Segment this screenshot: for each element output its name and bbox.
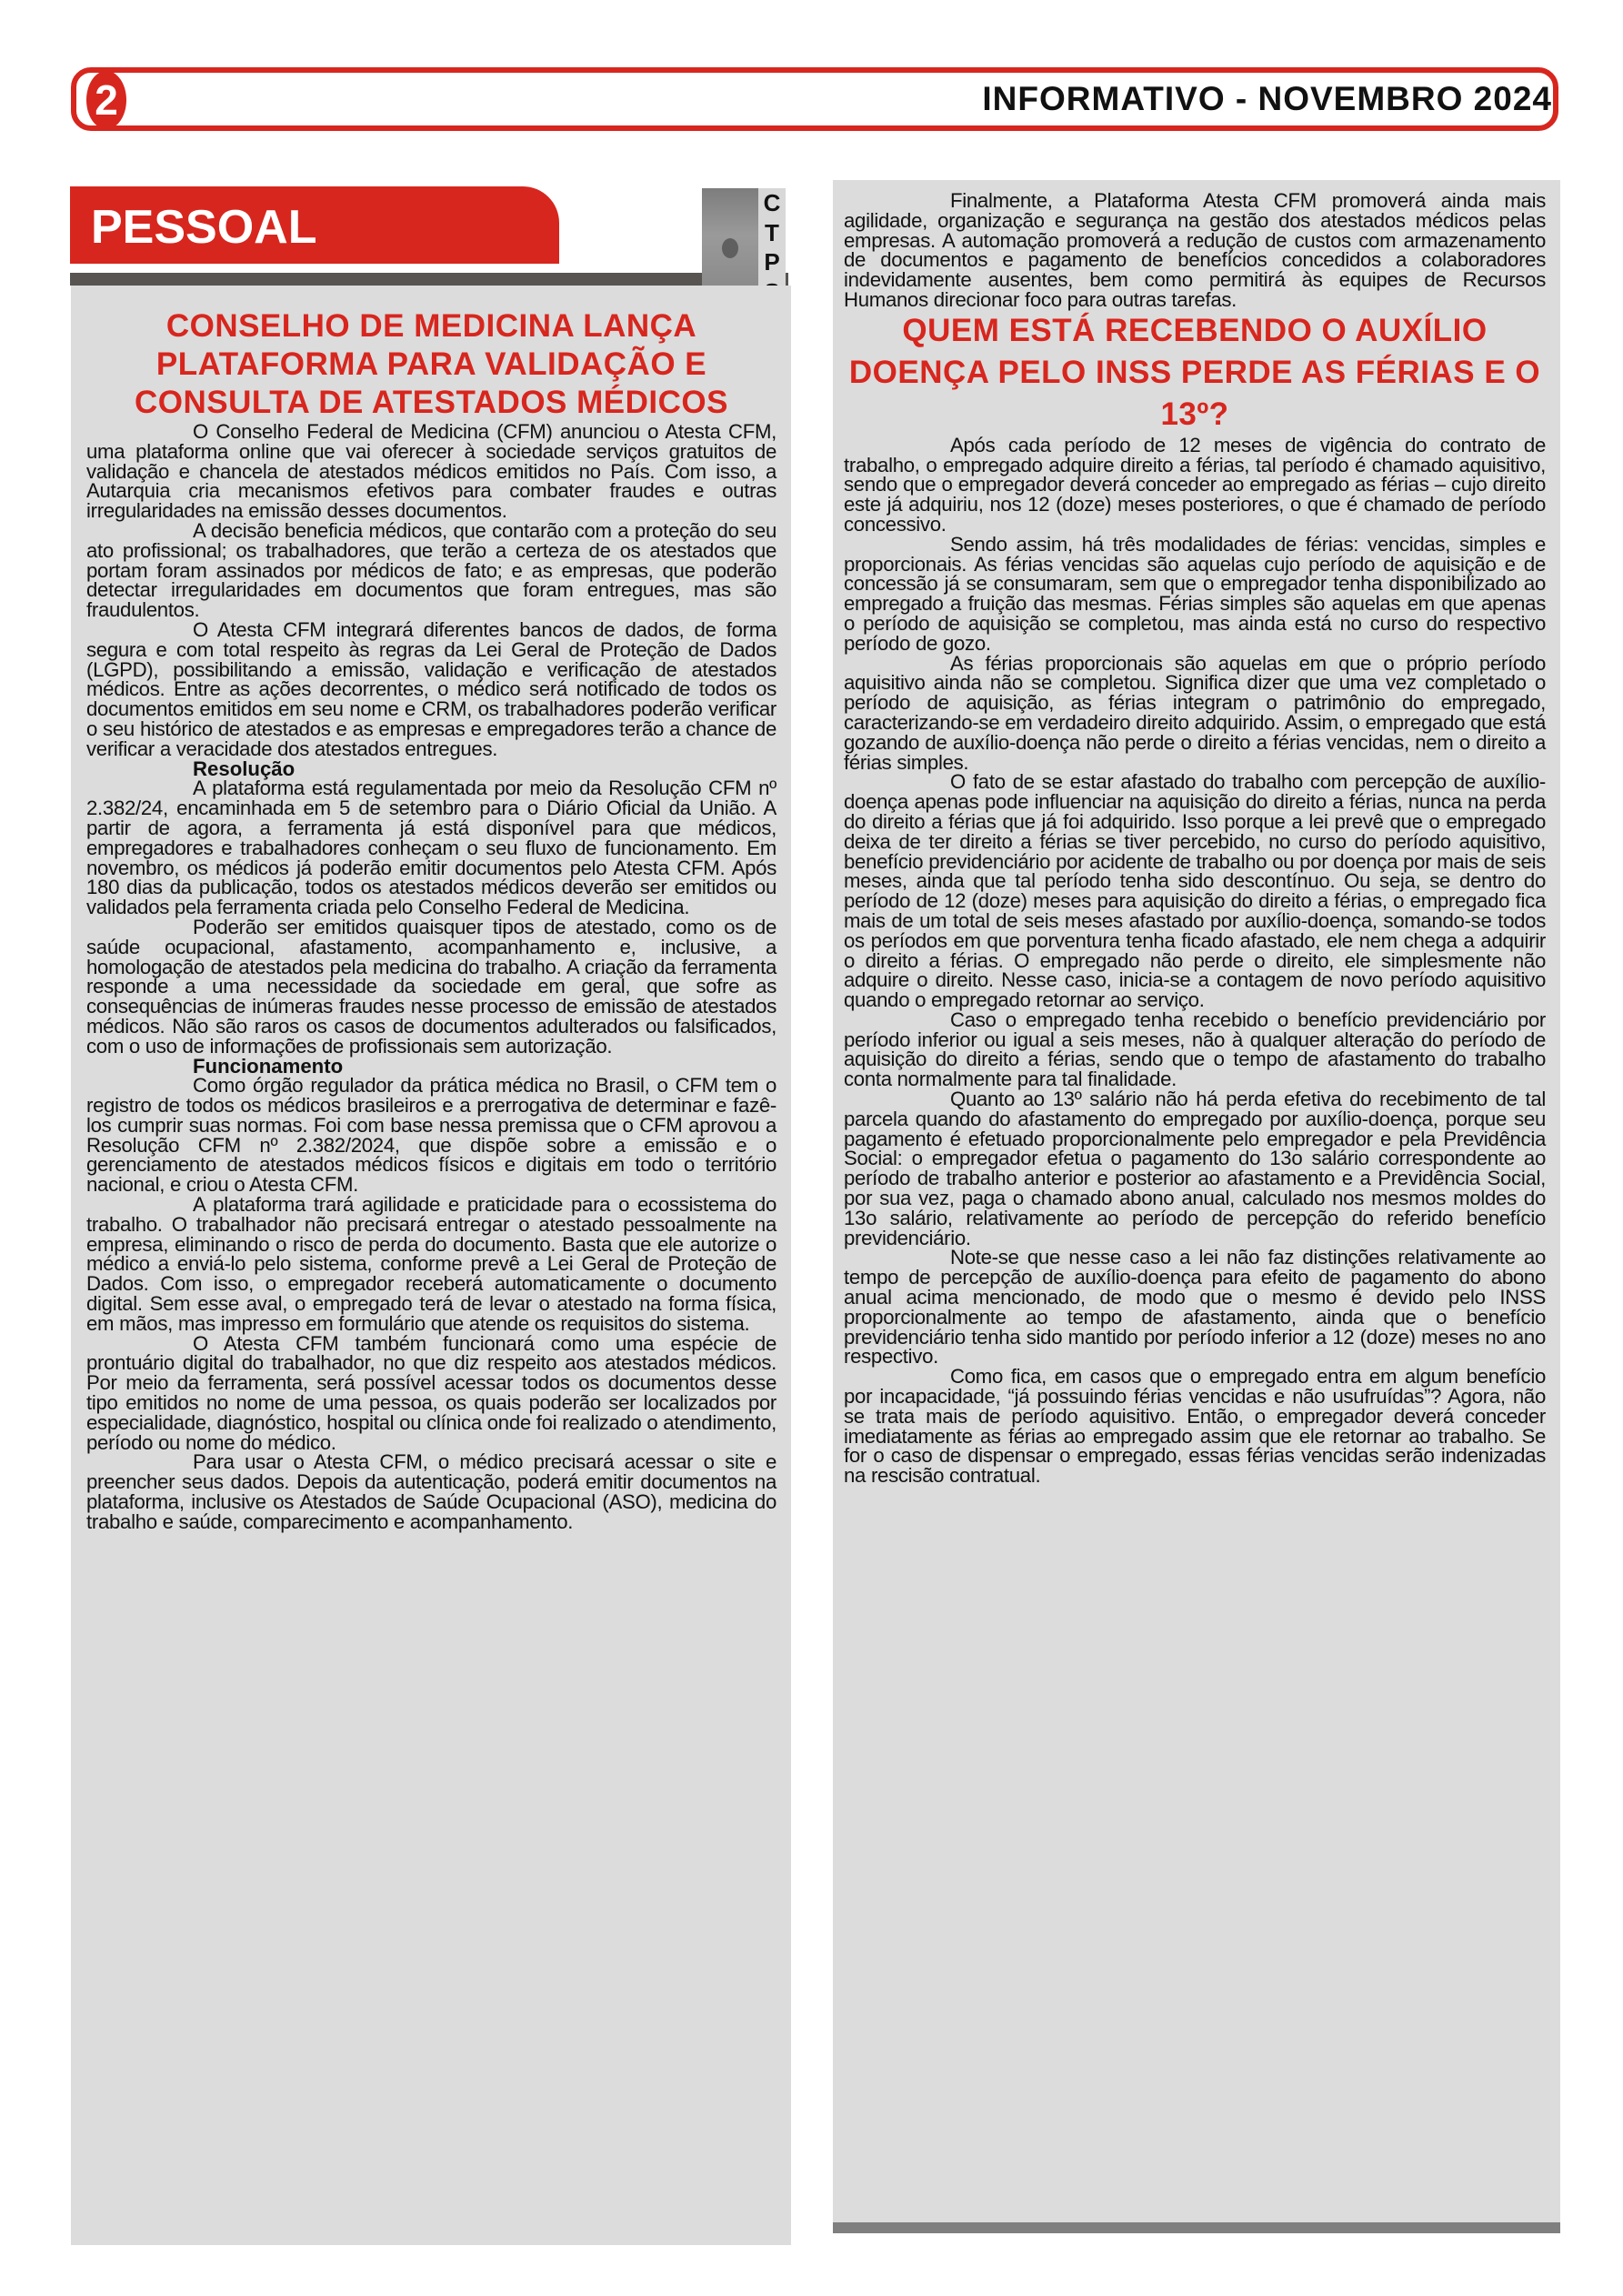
article2-paragraph: Após cada período de 12 meses de vigência do contrato de trabalho, o empregado adquire direito a férias, tal período é chamado aquisitivo, sendo que o empregador deverá conceder ao empregado as férias – cujo direito este já adquiriu, nos 12 (doze) meses posteriores, o que é chamado de período concessivo. xyxy=(844,433,1546,536)
page-number-badge: 2 xyxy=(86,71,126,129)
article1-paragraph: A plataforma trará agilidade e praticidade para o ecossistema do trabalho. O trabalhador não precisará entregar o atestado pessoalmente na empresa, eliminando o risco de perda do documento. Basta que ele autorize o médico a enviá-lo pelo sistema, conforme prevê a Lei Geral de Proteção de Dados. Com isso, o empregador receberá automaticamente o documento digital. Sem esse aval, o empregado terá de levar o atestado na forma física, em mãos, mas impresso em formulário que atende os requisitos do sistema. xyxy=(86,1193,776,1335)
article2-paragraph: Como fica, em casos que o empregado entra em algum benefício por incapacidade, “já possuindo férias vencidas e não usufruídas”? Agora, não se trata mais de período aquisitivo. Então, o empregador deverá conceder imediatamente as férias ao empregado assim que ele retornar ao trabalho. Se for o caso de dispensar o empregado, essas férias vencidas serão indenizadas na rescisão contratual. xyxy=(844,1365,1546,1488)
article2-paragraph: Sendo assim, há três modalidades de férias: vencidas, simples e proporcionais. As férias vencidas são aquelas cujo período de aquisição e de concessão já se consumaram, sem que o empregador tenha disponibilizado ao empregado a fruição das mesmas. Férias simples são aquelas em que apenas o período de aquisição se completou, mas ainda está no curso do respectivo período de gozo. xyxy=(844,532,1546,655)
article1-paragraph: Como órgão regulador da prática médica no Brasil, o CFM tem o registro de todos os médicos brasileiros e a prerrogativa de determinar e fazê-los cumprir suas normas. Foi com base nessa premissa que o CFM aprovou a Resolução CFM nº 2.382/2024, que dispõe sobre a emissão e o gerenciamento de atestados médicos físicos e digitais em todo o território nacional, e criou o Atesta CFM. xyxy=(86,1074,776,1197)
newsletter-title: INFORMATIVO - NOVEMBRO 2024 xyxy=(982,80,1552,117)
ctps-letter: T xyxy=(765,218,779,246)
article2-paragraph: As férias proporcionais são aquelas em que o próprio período aquisitivo ainda não se completou. Significa dizer que uma vez completado o período de aquisição, as férias integram o patrimônio do empregado, caracterizando-se em verdadeiro direito adquirido. Assim, o empregado que está gozando de auxílio-doença não perde o direito a férias vencidas, nem o direito a férias simples. xyxy=(844,651,1546,774)
article1-paragraph: O Atesta CFM integrará diferentes bancos de dados, de forma segura e com total respeito às regras da Lei Geral de Proteção de Dados (LGPD), possibilitando a emissão, validação e verificação de atestados médicos. Entre as ações decorrentes, o médico será notificado de todos os documentos emitidos em seu nome e CRM, os trabalhadores poderão verificar o seu histórico de atestados e as empresas e empregadores terão a chance de verificar a veracidade dos atestados entregues. xyxy=(86,617,776,760)
article2-headline: QUEM ESTÁ RECEBENDO O AUXÍLIO DOENÇA PELO INSS PERDE AS FÉRIAS E O 13º? xyxy=(848,312,1541,432)
article1-paragraph: A decisão beneficia médicos, que contarão com a proteção do seu ato profissional; os trabalhadores, que terão a certeza de os atestados que portam foram assinados por médicos de fato; e as empresas, que poderão detectar irregularidades em documentos que foram entregues, mas são fraudulentos. xyxy=(86,518,776,622)
article1-paragraph: A plataforma está regulamentada por meio da Resolução CFM nº 2.382/24, encaminhada em 5 de setembro para o Diário Oficial da União. A partir de agora, a ferramenta já está disponível para que médicos, empregadores e trabalhadores conheçam o seu fluxo de funcionamento. Em novembro, os médicos já poderão emitir documentos pelo Atesta CFM. Após 180 dias da publicação, todos os atestados médicos deverão ser emitidos ou validados pela ferramenta criada pelo Conselho Federal de Medicina. xyxy=(86,777,776,919)
article1-paragraph: O Atesta CFM também funcionará como uma espécie de prontuário digital do trabalhador, no que diz respeito aos atestados médicos. Por meio da ferramenta, será possível acessar todos os documentos desse tipo emitidos no nome de uma pessoa, os quais poderão ser localizados por especialidade, diagnóstico, hospital ou clínica onde foi realizado o atendimento, período ou nome do médico. xyxy=(86,1331,776,1454)
article2-paragraph: O fato de se estar afastado do trabalho com percepção de auxílio-doença apenas pode influenciar na aquisição do direito a férias, nunca na perda do direito a férias que já foi adquirido. Isso porque a lei prevê que o empregado deixa de ter direito a férias se tiver percebido, no curso do período aquisitivo, benefício previdenciário por acidente de trabalho ou por doença por mais de seis meses, ainda que tal período tenha sido descontínuo. Ou seja, se dentro do período de 12 (doze) meses para aquisição do direito a férias, o empregado fica mais de um total de seis meses afastado por auxílio-doença, somando-se todos os períodos em que porventura tenha ficado afastado, ele nem chega a adquirir o direito a férias. O empregado não perde o direito, ele simplesmente não adquire o direito. Nesse caso, inicia-se a contagem de novo período aquisitivo quando o empregado retornar ao serviço. xyxy=(844,770,1546,1012)
article1-paragraph: O Conselho Federal de Medicina (CFM) anunciou o Atesta CFM, uma plataforma online que vai oferecer à sociedade serviços gratuitos de validação e chancela de atestados médicos emitidos no País. Com isso, a Autarquia cria mecanismos efetivos para combater fraudes e outras irregularidades na emissão desses documentos. xyxy=(86,420,776,523)
article2-paragraph: Caso o empregado tenha recebido o benefício previdenciário por período inferior ou igual a seis meses, não à qualquer alteração do período de aquisição do direito a férias, sendo que o tempo de afastamento do trabalho conta normalmente para tal finalidade. xyxy=(844,1008,1546,1091)
subheading-funcionamento: Funcionamento xyxy=(193,1054,344,1078)
ctps-letter: C xyxy=(763,189,781,217)
article1-headline: CONSELHO DE MEDICINA LANÇA PLATAFORMA PARA VALIDAÇÃO E CONSULTA DE ATESTADOS MÉDICOS xyxy=(135,308,728,420)
left-column xyxy=(71,286,791,2245)
article1-paragraph: Poderão ser emitidos quaisquer tipos de atestado, como os de saúde ocupacional, afastamento, acompanhamento e, inclusive, a homologação de atestados pela medicina do trabalho. A criação da ferramenta responde a uma necessidade da sociedade em geral, que sofre as consequências de inúmeras fraudes nesse processo de emissão de atestados médicos. Não são raros os casos de documentos adulterados ou falsificados, com o uso de informações de profissionais sem autorização. xyxy=(86,915,776,1058)
ctps-seal-icon xyxy=(722,238,738,258)
article2-paragraph: Note-se que nesse caso a lei não faz distinções relativamente ao tempo de percepção de auxílio-doença para efeito de pagamento do abono anual acima mencionado, de modo que o mesmo é devido pelo INSS proporcionalmente ao tempo de afastamento, ainda que o benefício previdenciário tenha sido mantido por período inferior a 12 (doze) meses no ano respectivo. xyxy=(844,1246,1546,1369)
section-label: PESSOAL xyxy=(91,201,317,254)
section-divider xyxy=(70,273,788,286)
right-column xyxy=(833,180,1560,2233)
ctps-letter: P xyxy=(764,248,780,276)
article1-paragraph: Para usar o Atesta CFM, o médico precisará acessar o site e preencher seus dados. Depois da autenticação, poderá emitir documentos na plataforma, inclusive os Atestados de Saúde Ocupacional (ASO), medicina do trabalho e saúde, comparecimento e acompanhamento. xyxy=(86,1450,776,1533)
article1-closing-paragraph: Finalmente, a Plataforma Atesta CFM promoverá ainda mais agilidade, organização e segurança na gestão dos atestados médicos pelas empresas. A automação promoverá a redução de custos com armazenamento de documentos e pagamento de benefícios concedidos a colaboradores indevidamente ausentes, bem como permitirá às equipes de Recursos Humanos direcionar foco para outras tarefas. xyxy=(844,189,1546,311)
subheading-resolucao: Resolução xyxy=(193,757,296,780)
article2-paragraph: Quanto ao 13º salário não há perda efetiva do recebimento de tal parcela quando do afastamento do empregado por auxílio-doença, porque seu pagamento é efetuado proporcionalmente pelo empregador e pela Previdência Social: o empregador efetua o pagamento do 13o salário correspondente ao período de trabalho anterior e posterior ao afastamento e a Previdência Social, por sua vez, paga o chamado abono anual, calculado nos mesmos moldes do 13o salário, relativamente ao período de percepção do referido benefício previdenciário. xyxy=(844,1088,1546,1249)
